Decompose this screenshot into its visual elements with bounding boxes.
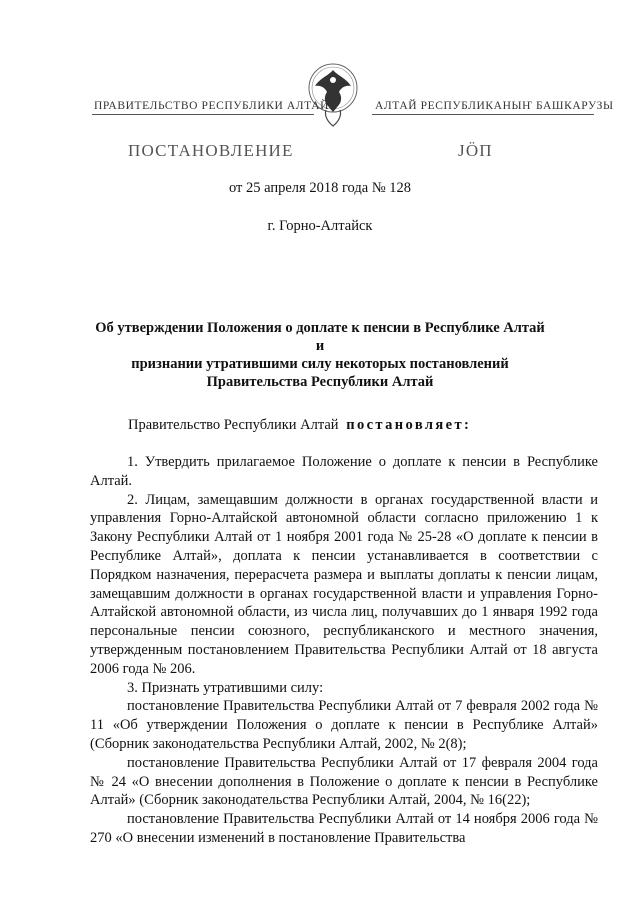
document-body xyxy=(90,453,598,848)
header-divider-right xyxy=(372,114,594,115)
paragraph-3: 3. Признать утратившими силу: xyxy=(127,679,324,696)
intro-subject: Правительство Республики Алтай xyxy=(128,417,339,433)
paragraph-6: постановление Правительства Республики Алтай от 14 ноября 2006 года № 270 «О внесении изменений в постановление Правительства xyxy=(90,811,598,846)
paragraph-4: постановление Правительства Республики Алтай от 7 февраля 2002 года № 11 «Об утверждении Положения о доплате к пенсии в Республике Алтай» (Сборник законодательства Республики Алтай, 2002, № 2(8); xyxy=(90,698,598,752)
document-city: г. Горно-Алтайск xyxy=(267,218,373,234)
header-right-org: АЛТАЙ РЕСПУБЛИКАНЫҤ БАШКАРУЗЫ xyxy=(375,100,614,112)
intro-sentence xyxy=(128,417,471,434)
title-line-2: признании утратившими силу некоторых постановлений xyxy=(131,356,509,372)
document-title xyxy=(90,319,550,391)
paragraph-1: 1. Утвердить прилагаемое Положение о доплате к пенсии в Республике Алтай. xyxy=(90,454,598,489)
altai-republic-emblem-icon xyxy=(306,58,360,130)
paragraph-2: 2. Лицам, замещавшим должности в органах государственной власти и управления Горно-Алтайской автономной области согласно приложению 1 к Закону Республики Алтай от 1 ноября 2001 года № 25-28 «О доплате к пенсии в Республике Алтай», доплата к пенсии устанавливается в соответствии с Порядком назначения, перерасчета размера и выплаты доплаты к пенсии лицам, замещавшим должности в органах государственной власти и управления Горно-Алтайской автономной области, из числа лиц, получавших до 1 января 1992 года персональные пенсии союзного, республиканского и местного значения, утвержденным постановлением Правительства Республики Алтай от 18 августа 2006 года № 206. xyxy=(90,491,598,677)
title-line-1: Об утверждении Положения о доплате к пенсии в Республике Алтай и xyxy=(95,320,545,354)
doc-type-altai: ЈӦП xyxy=(458,141,493,160)
paragraph-5: постановление Правительства Республики Алтай от 17 февраля 2004 года № 24 «О внесении дополнения в Положение о доплате к пенсии в Республике Алтай» (Сборник законодательства Республики Алтай, 2004, № 16(22); xyxy=(90,754,598,809)
title-line-3: Правительства Республики Алтай xyxy=(206,374,434,390)
header-divider-left xyxy=(92,114,314,115)
document-date-number: от 25 апреля 2018 года № 128 xyxy=(228,180,412,196)
intro-verb: постановляет: xyxy=(346,417,472,433)
header-left-org: ПРАВИТЕЛЬСТВО РЕСПУБЛИКИ АЛТАЙ xyxy=(94,100,330,112)
doc-type-russian: ПОСТАНОВЛЕНИЕ xyxy=(128,141,294,160)
